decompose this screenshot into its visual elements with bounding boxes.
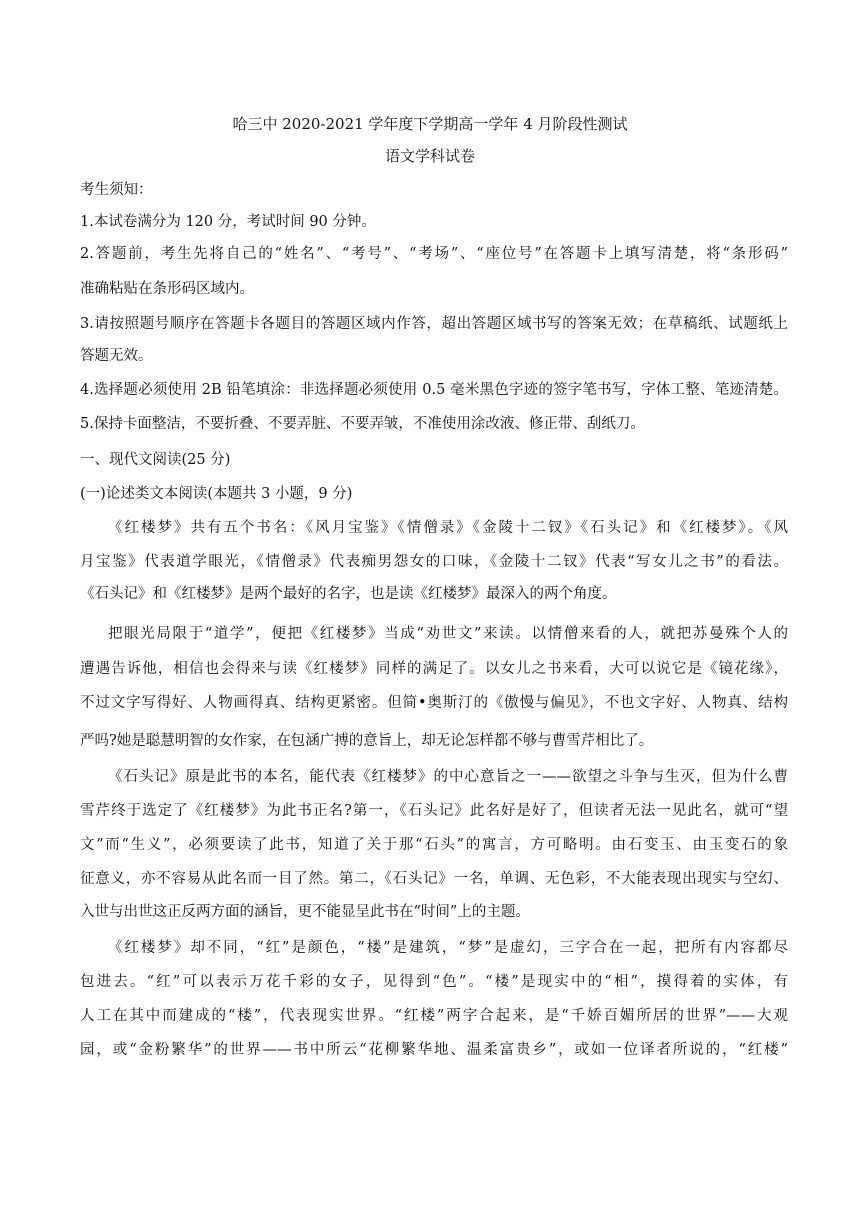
subsection-heading: (一)论述类文本阅读(本题共 3 小题，9 分) [80, 486, 353, 502]
notice-item-4: 4.选择题必须使用 2B 铅笔填涂：非选择题必须使用 0.5 毫米黑色字迹的签字笔书写，字体工整、笔迹清楚。 [80, 382, 788, 398]
passage-line: 雪芹终于选定了《红楼梦》为此书正名?第一，《石头记》此名好是好了，但读者无法一见此名，就可“望 [80, 803, 788, 819]
section-heading: 一、现代文阅读(25 分) [80, 452, 231, 468]
exam-title: 哈三中 2020-2021 学年度下学期高一学年 4 月阶段性测试 [232, 115, 628, 133]
passage-line: 《石头记》和《红楼梦》是两个最好的名字，也是读《红楼梦》最深入的两个角度。 [80, 586, 617, 602]
passage-line: 《红楼梦》共有五个书名：《风月宝鉴》《情僧录》《金陵十二钗》《石头记》和《红楼梦》。《风 [108, 520, 788, 536]
notice-item-1: 1.本试卷满分为 120 分，考试时间 90 分钟。 [80, 214, 376, 230]
exam-subtitle: 语文学科试卷 [384, 147, 475, 165]
passage-line: 征意义，亦不容易从此名而一目了然。第二，《石头记》一名，单调、无色彩，不大能表现出现实与空幻、 [80, 871, 788, 887]
passage-line: 《石头记》原是此书的本名，能代表《红楼梦》的中心意旨之一——欲望之斗争与生灭，但为什么曹 [108, 769, 788, 785]
passage-line: 文”而“生义”，必须要读了此书，知道了关于那“石头”的寓言，方可略明。由石变玉、由玉变石的象 [80, 837, 788, 853]
passage-line: 不过文字写得好、人物画得真、结构更紧密。但简•奥斯汀的《傲慢与偏见》，不也文字好、人物真、结构 [80, 695, 788, 711]
passage-line: 遭遇告诉他，相信也会得来与读《红楼梦》同样的满足了。以女儿之书来看，大可以说它是《镜花缘》， [80, 661, 788, 677]
notice-item-2: 2.答题前，考生先将自己的“姓名”、“考号”、“考场”、“座位号”在答题卡上填写清楚，将“条形码” [80, 246, 788, 262]
passage-line: 入世与出世这正反两方面的涵旨，更不能显呈此书在“时间”上的主题。 [80, 904, 530, 920]
passage-line: 月宝鉴》代表道学眼光，《情僧录》代表痴男怨女的口味，《金陵十二钗》代表“写女儿之书”的看法。 [80, 554, 788, 570]
passage-line: 《红楼梦》却不同，“红”是颜色，“楼”是建筑，“梦”是虚幻，三字合在一起，把所有内容都尽 [108, 940, 788, 956]
passage-line: 严吗?她是聪慧明智的女作家，在包涵广搏的意旨上，却无论怎样都不够与曹雪芹相比了。 [80, 733, 654, 749]
notice-heading: 考生须知： [80, 182, 153, 198]
notice-item-2-cont: 准确粘贴在条形码区域内。 [80, 281, 254, 297]
passage-line: 包进去。“红”可以表示万花千彩的女子，见得到“色”。“楼”是现实中的“相”，摸得着的实体，有 [80, 974, 788, 990]
passage-line: 人工在其中而建成的“楼”，代表现实世界。“红楼”两字合起来，是“千娇百媚所居的世界”——大观 [80, 1008, 788, 1024]
passage-line: 园，或“金粉繁华”的世界——书中所云“花柳繁华地、温柔富贵乡”，或如一位译者所说的，“红楼” [80, 1042, 788, 1058]
notice-item-5: 5.保持卡面整洁，不要折叠、不要弄脏、不要弄皱，不准使用涂改液、修正带、刮纸刀。 [80, 416, 645, 432]
notice-item-3: 3.请按照题号顺序在答题卡各题目的答题区域内作答，超出答题区域书写的答案无效；在草稿纸、试题纸上 [80, 316, 788, 332]
notice-item-3-cont: 答题无效。 [80, 348, 153, 364]
passage-line: 把眼光局限于“道学”，便把《红楼梦》当成“劝世文”来读。以情僧来看的人，就把苏曼殊个人的 [108, 626, 788, 642]
